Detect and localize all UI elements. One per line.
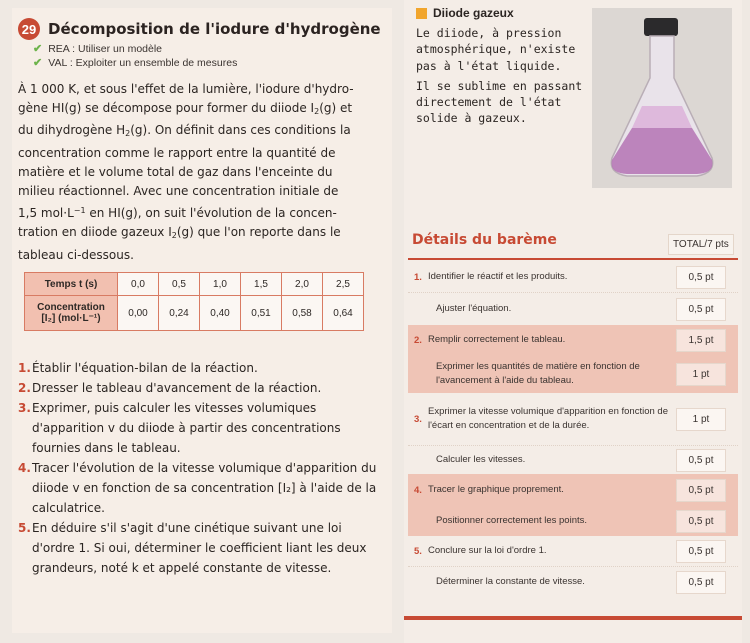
data-table <box>24 272 364 331</box>
intro-text: À 1 000 K, et sous l'effet de la lumière, l'iodure d'hydro- gène HI(g) se décompose pour former du diiode $I_2(g)$ et du dihydrogène $H_2(g)$. On définit dans ces conditions la concentration comme le rapport entre la quantité de matière et le volume total de gaz dans l'enceinte du milieu réactionnel. Avec une concentration initiale de 1,5 $mol\cdot L^{-1}$ en HI(g), on suit l'évolution de la concen- tration en diiode gazeux $I_2(g)$ que l'on reporte dans le tableau ci-dessous. <box>18 82 354 262</box>
question-item: 5. En déduire s'il s'agit d'une cinétique suivant une loi d'ordre 1. Si oui, déterminer le coefficient liant les deux grandeurs, noté k et appelé constante de vitesse. <box>18 521 367 575</box>
sidebox-title: Diiode gazeux <box>433 6 514 20</box>
list-item: 2. Remplir correctement le tableau. 1,5 pt <box>408 325 738 355</box>
flask-photo <box>592 8 732 188</box>
exercise-header <box>18 18 381 40</box>
list-item: Déterminer la constante de vitesse. 0,5 pt <box>408 566 738 597</box>
question-item: 2. Dresser le tableau d'avancement de la réaction. <box>18 381 322 395</box>
skill-item: ✔ REA : Utiliser un modèle <box>33 43 163 55</box>
bareme-rows <box>408 262 738 597</box>
sidebox-text: Le diiode, à pression atmosphérique, n'existe pas à l'état liquide. Il se sublime en passant directement de l'état solide à gazeux. <box>416 26 583 126</box>
list-item: Exprimer les quantités de matière en fonction de l'avancement à l'aide du tableau. 1 pt <box>408 355 738 393</box>
question-item: 1. Établir l'équation-bilan de la réaction. <box>18 361 258 375</box>
list-item: 5. Conclure sur la loi d'ordre 1. 0,5 pt <box>408 536 738 566</box>
exercise-title: Décomposition de l'iodure d'hydrogène <box>48 20 381 38</box>
list-item: 4. Tracer le graphique proprement. 0,5 pt <box>408 474 738 506</box>
skills-list <box>33 42 237 70</box>
list-item: 1. Identifier le réactif et les produits. 0,5 pt <box>408 262 738 292</box>
list-item: Ajuster l'équation. 0,5 pt <box>408 292 738 325</box>
square-icon <box>416 8 427 19</box>
divider <box>408 258 738 260</box>
bareme-title: Détails du barème <box>412 232 557 248</box>
questions-list <box>18 358 378 578</box>
flask-icon <box>592 8 732 188</box>
table-row: Concentration [I₂] (mol·L⁻¹) 0,00 0,24 0,40 0,51 0,58 0,64 <box>25 296 364 331</box>
table-row: Temps t (s) 0,0 0,5 1,0 1,5 2,0 2,5 <box>25 273 364 296</box>
info-sidebox <box>416 6 586 127</box>
check-icon: ✔ <box>33 57 43 69</box>
list-item: Positionner correctement les points. 0,5 pt <box>408 506 738 536</box>
check-icon: ✔ <box>33 43 43 55</box>
skill-item: ✔ VAL : Exploiter un ensemble de mesures <box>33 57 238 69</box>
question-item: 4. Tracer l'évolution de la vitesse volumique d'apparition du diiode v en fonction de sa concentration [I₂] à l'aide de la calculatrice. <box>18 461 377 515</box>
bottom-divider <box>404 616 742 620</box>
exercise-number: 29 <box>18 18 40 40</box>
list-item: 3. Exprimer la vitesse volumique d'apparition en fonction de l'écart en concentration et de la durée. 1 pt <box>408 393 738 445</box>
list-item: Calculer les vitesses. 0,5 pt <box>408 445 738 474</box>
bareme-total: TOTAL/7 pts <box>668 234 734 255</box>
question-item: 3. Exprimer, puis calculer les vitesses volumiques d'apparition v du diiode à partir des concentrations fournies dans le tableau. <box>18 401 341 455</box>
